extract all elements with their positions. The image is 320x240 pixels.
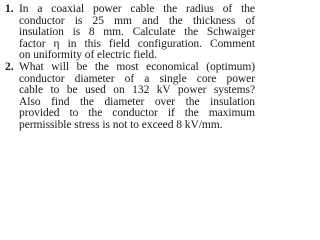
question-number: 1. [5,3,14,15]
question-text-line: In a coaxial power cable the radius of the [19,3,255,15]
question-1 [0,4,259,62]
question-text-line: provided to the conductor if the maximum [19,107,255,120]
question-text-line: Also find the diameter over the insulation [19,95,255,108]
question-text-line: What will be the most economical (optimum) [19,60,255,73]
question-text-line: conductor diameter of a single core power [19,72,255,85]
question-list [0,4,259,132]
question-text-line: cable to be used on 132 kV power systems? [19,84,255,97]
question-2 [0,62,259,132]
question-number: 2. [5,60,14,73]
question-text-line: permissible stress is not to exceed 8 kV/mm. [19,118,223,131]
question-text-line: insulation is 8 mm. Calculate the Schwaiger [19,26,255,39]
question-text-line: factor η in this field configuration. Comment [19,37,255,50]
question-text-line: on uniformity of electric field. [19,49,157,62]
question-text-line: conductor is 25 mm and the thickness of [19,14,255,27]
